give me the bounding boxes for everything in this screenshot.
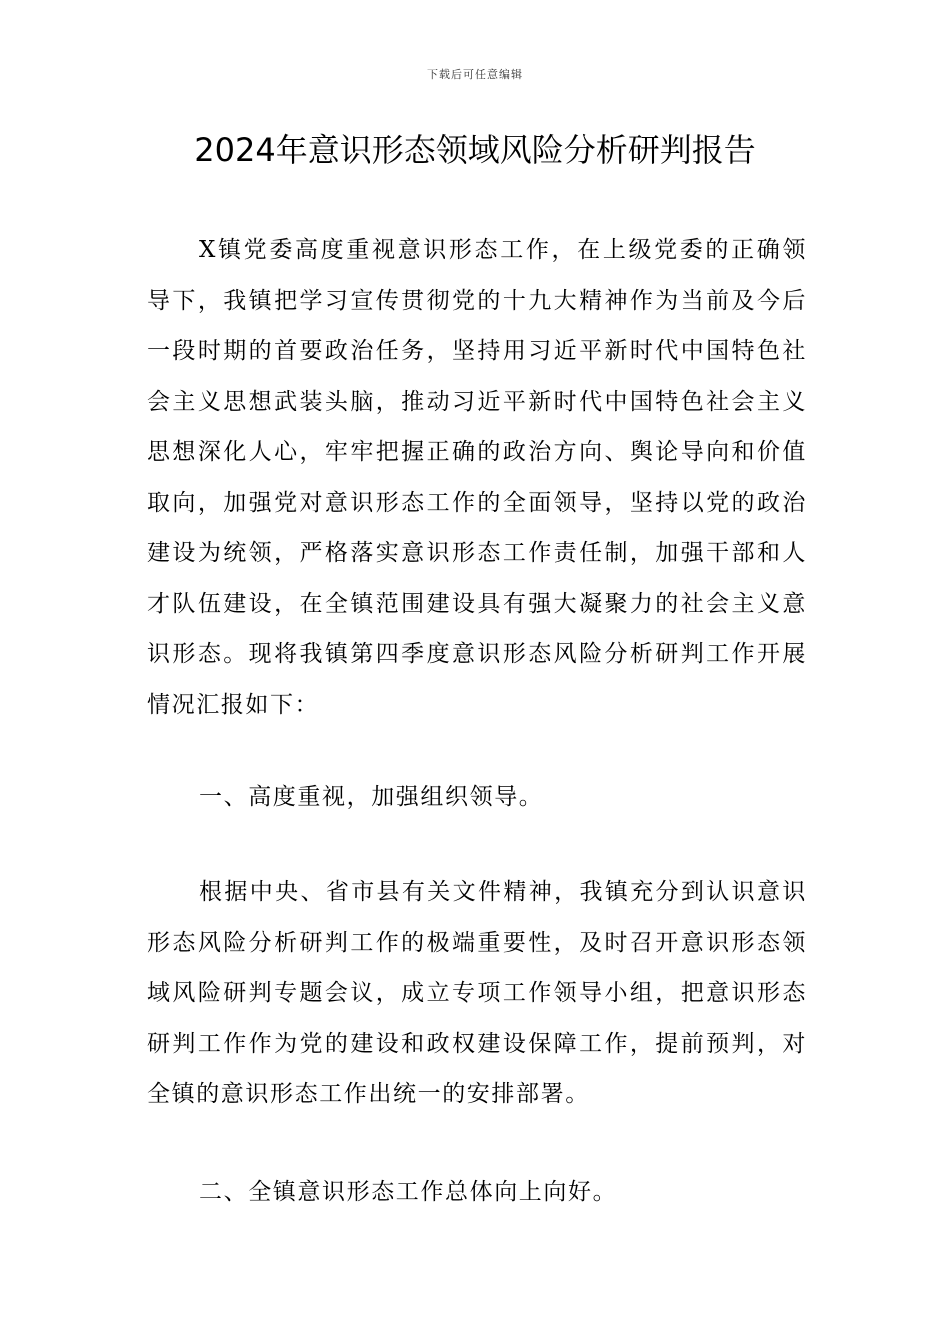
section-paragraph-1: 根据中央、省市县有关文件精神，我镇充分到认识意识形态风险分析研判工作的极端重要性，及时召开意识形态领域风险研判专题会议，成立专项工作领导小组，把意识形态研判工作作为党的建设和政权建设保障工作，提前预判，对全镇的意识形态工作出统一的安排部署。 [147,879,807,1107]
header-note: 下载后可任意编辑 [427,68,523,81]
section-heading-1: 一、高度重视，加强组织领导。 [199,784,544,810]
document-title: 2024年意识形态领域风险分析研判报告 [194,131,756,169]
intro-paragraph: X镇党委高度重视意识形态工作，在上级党委的正确领导下，我镇把学习宣传贯彻党的十九大精神作为当前及今后一段时期的首要政治任务，坚持用习近平新时代中国特色社会主义思想武装头脑，推动习近平新时代中国特色社会主义思想深化人心，牢牢把握正确的政治方向、舆论导向和价值取向，加强党对意识形态工作的全面领导，坚持以党的政治建设为统领，严格落实意识形态工作责任制，加强干部和人才队伍建设，在全镇范围建设具有强大凝聚力的社会主义意识形态。现将我镇第四季度意识形态风险分析研判工作开展情况汇报如下： [147,237,807,718]
section-heading-2: 二、全镇意识形态工作总体向上向好。 [199,1179,618,1205]
